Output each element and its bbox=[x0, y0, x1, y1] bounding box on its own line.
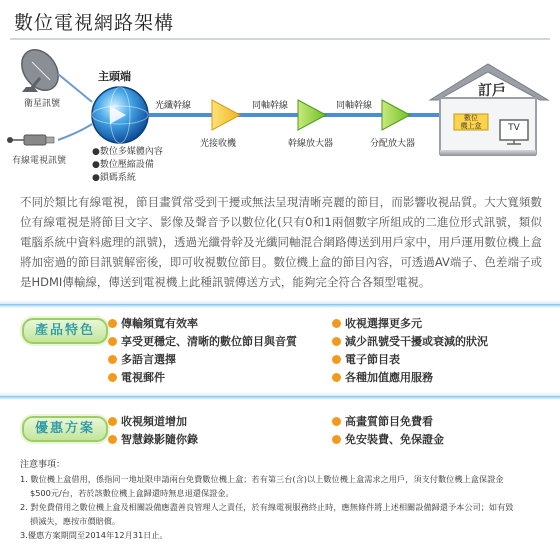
subscriber-label: 訂戶 bbox=[478, 83, 506, 99]
offers-badge: 優惠方案 bbox=[22, 416, 108, 442]
head-end-label: 主頭端 bbox=[98, 70, 131, 83]
subscriber-house-icon bbox=[430, 64, 548, 156]
note-line: 1. 數位機上盒借用，係指同一地址限申請兩台免費數位機上盒；若有第三台(含)以上數位機上盒需求之用戶，須支付數位機上盒保證金 bbox=[20, 474, 504, 484]
note-line: 2. 對免費借用之數位機上盒及相關設備應盡善良管理人之責任，於有線電視服務終止時，應無條件將上述相關設備歸還予本公司；如有毀 bbox=[20, 502, 514, 512]
distribution-amplifier-icon bbox=[382, 100, 410, 130]
offer-item: 免安裝費、免保證金 bbox=[332, 431, 444, 448]
section-divider-line bbox=[0, 396, 560, 397]
note-line: 3.優惠方案期間至2014年12月31日止。 bbox=[20, 530, 168, 540]
feature-item: 多語言選擇 bbox=[108, 351, 176, 368]
bullet-icon bbox=[108, 373, 117, 382]
head-feature-item: ●數位壓縮設備 bbox=[92, 160, 154, 170]
feature-item: 收視選擇更多元 bbox=[332, 315, 422, 332]
notes-section bbox=[20, 458, 545, 542]
bullet-icon bbox=[108, 319, 117, 328]
optical-receiver-label: 光接收機 bbox=[200, 139, 237, 149]
bullet-icon bbox=[108, 435, 117, 444]
coax-trunk-label-1: 同軸幹線 bbox=[252, 101, 289, 111]
optical-receiver-icon bbox=[212, 100, 240, 130]
features-badge: 產品特色 bbox=[22, 318, 108, 344]
distribution-amplifier-label: 分配放大器 bbox=[370, 139, 416, 149]
feature-item: 減少訊號受干擾或衰減的狀況 bbox=[332, 333, 488, 350]
bullet-icon bbox=[108, 337, 117, 346]
cable-connector-icon bbox=[7, 135, 54, 145]
offer-item: 收視頻道增加 bbox=[108, 413, 187, 430]
offer-item: 高畫質節目免費看 bbox=[332, 413, 433, 430]
head-end-features bbox=[92, 146, 163, 185]
trunk-amplifier-icon bbox=[298, 100, 326, 130]
satellite-label: 衛星訊號 bbox=[24, 99, 61, 109]
bullet-icon bbox=[332, 319, 341, 328]
bullet-icon bbox=[332, 417, 341, 426]
set-top-box-label: 數位 機上盒 bbox=[460, 114, 482, 130]
offer-item: 智慧錄影隨你錄 bbox=[108, 431, 198, 448]
page-title: 數位電視網路架構 bbox=[14, 12, 175, 34]
notes-title: 注意事項： bbox=[20, 460, 66, 470]
feature-item: 各種加值應用服務 bbox=[332, 369, 433, 386]
bullet-icon bbox=[332, 373, 341, 382]
head-feature-item: ●數位多媒體內容 bbox=[92, 147, 163, 157]
head-feature-item: ●鎖碼系統 bbox=[92, 173, 136, 183]
section-divider-line bbox=[0, 304, 560, 305]
note-line: $500元/台，若於該數位機上盒歸還時無息退還保證金。 bbox=[30, 488, 234, 498]
feature-item: 電視郵件 bbox=[108, 369, 165, 386]
coax-trunk-label-2: 同軸幹線 bbox=[336, 101, 373, 111]
note-line: 損滅失，應按市價賠償。 bbox=[30, 516, 121, 526]
feature-item: 享受更穩定、清晰的數位節目與音質 bbox=[108, 333, 297, 350]
bullet-icon bbox=[332, 435, 341, 444]
feature-item: 傳輸頻寬有效率 bbox=[108, 315, 198, 332]
satellite-dish-icon bbox=[14, 43, 65, 97]
fiber-trunk-label: 光纖幹線 bbox=[155, 101, 192, 111]
bullet-icon bbox=[332, 355, 341, 364]
intro-paragraph: 不同於類比有線電視，節目畫質常受到干擾或無法呈現清晰亮麗的節目，而影響收視品質。大大寬頻數位有線電視是將節目文字、影像及聲音予以數位化(只有0和1兩個數字所組成的二進位形式訊號，類似電腦系統中資料處理的訊號)，透過光纖骨幹及光纖同軸混合網路傳送到用戶家中，用戶運用數位機上盒將加密過的節目訊號解密後，即可收視數位節目。數位機上盒的節目內容，可透過AV端子、色差端子或是HDMI傳輸線，傳送到電視機上此種訊號傳送方式，能夠完全符合各類型電視。 bbox=[20, 195, 542, 289]
bullet-icon bbox=[332, 337, 341, 346]
bullet-icon bbox=[108, 417, 117, 426]
trunk-amplifier-label: 幹線放大器 bbox=[288, 139, 334, 149]
tv-label: TV bbox=[508, 123, 520, 133]
bullet-icon bbox=[108, 355, 117, 364]
feature-item: 電子節目表 bbox=[332, 351, 400, 368]
head-end-globe-icon bbox=[92, 87, 148, 143]
cable-label: 有線電視訊號 bbox=[12, 156, 67, 166]
